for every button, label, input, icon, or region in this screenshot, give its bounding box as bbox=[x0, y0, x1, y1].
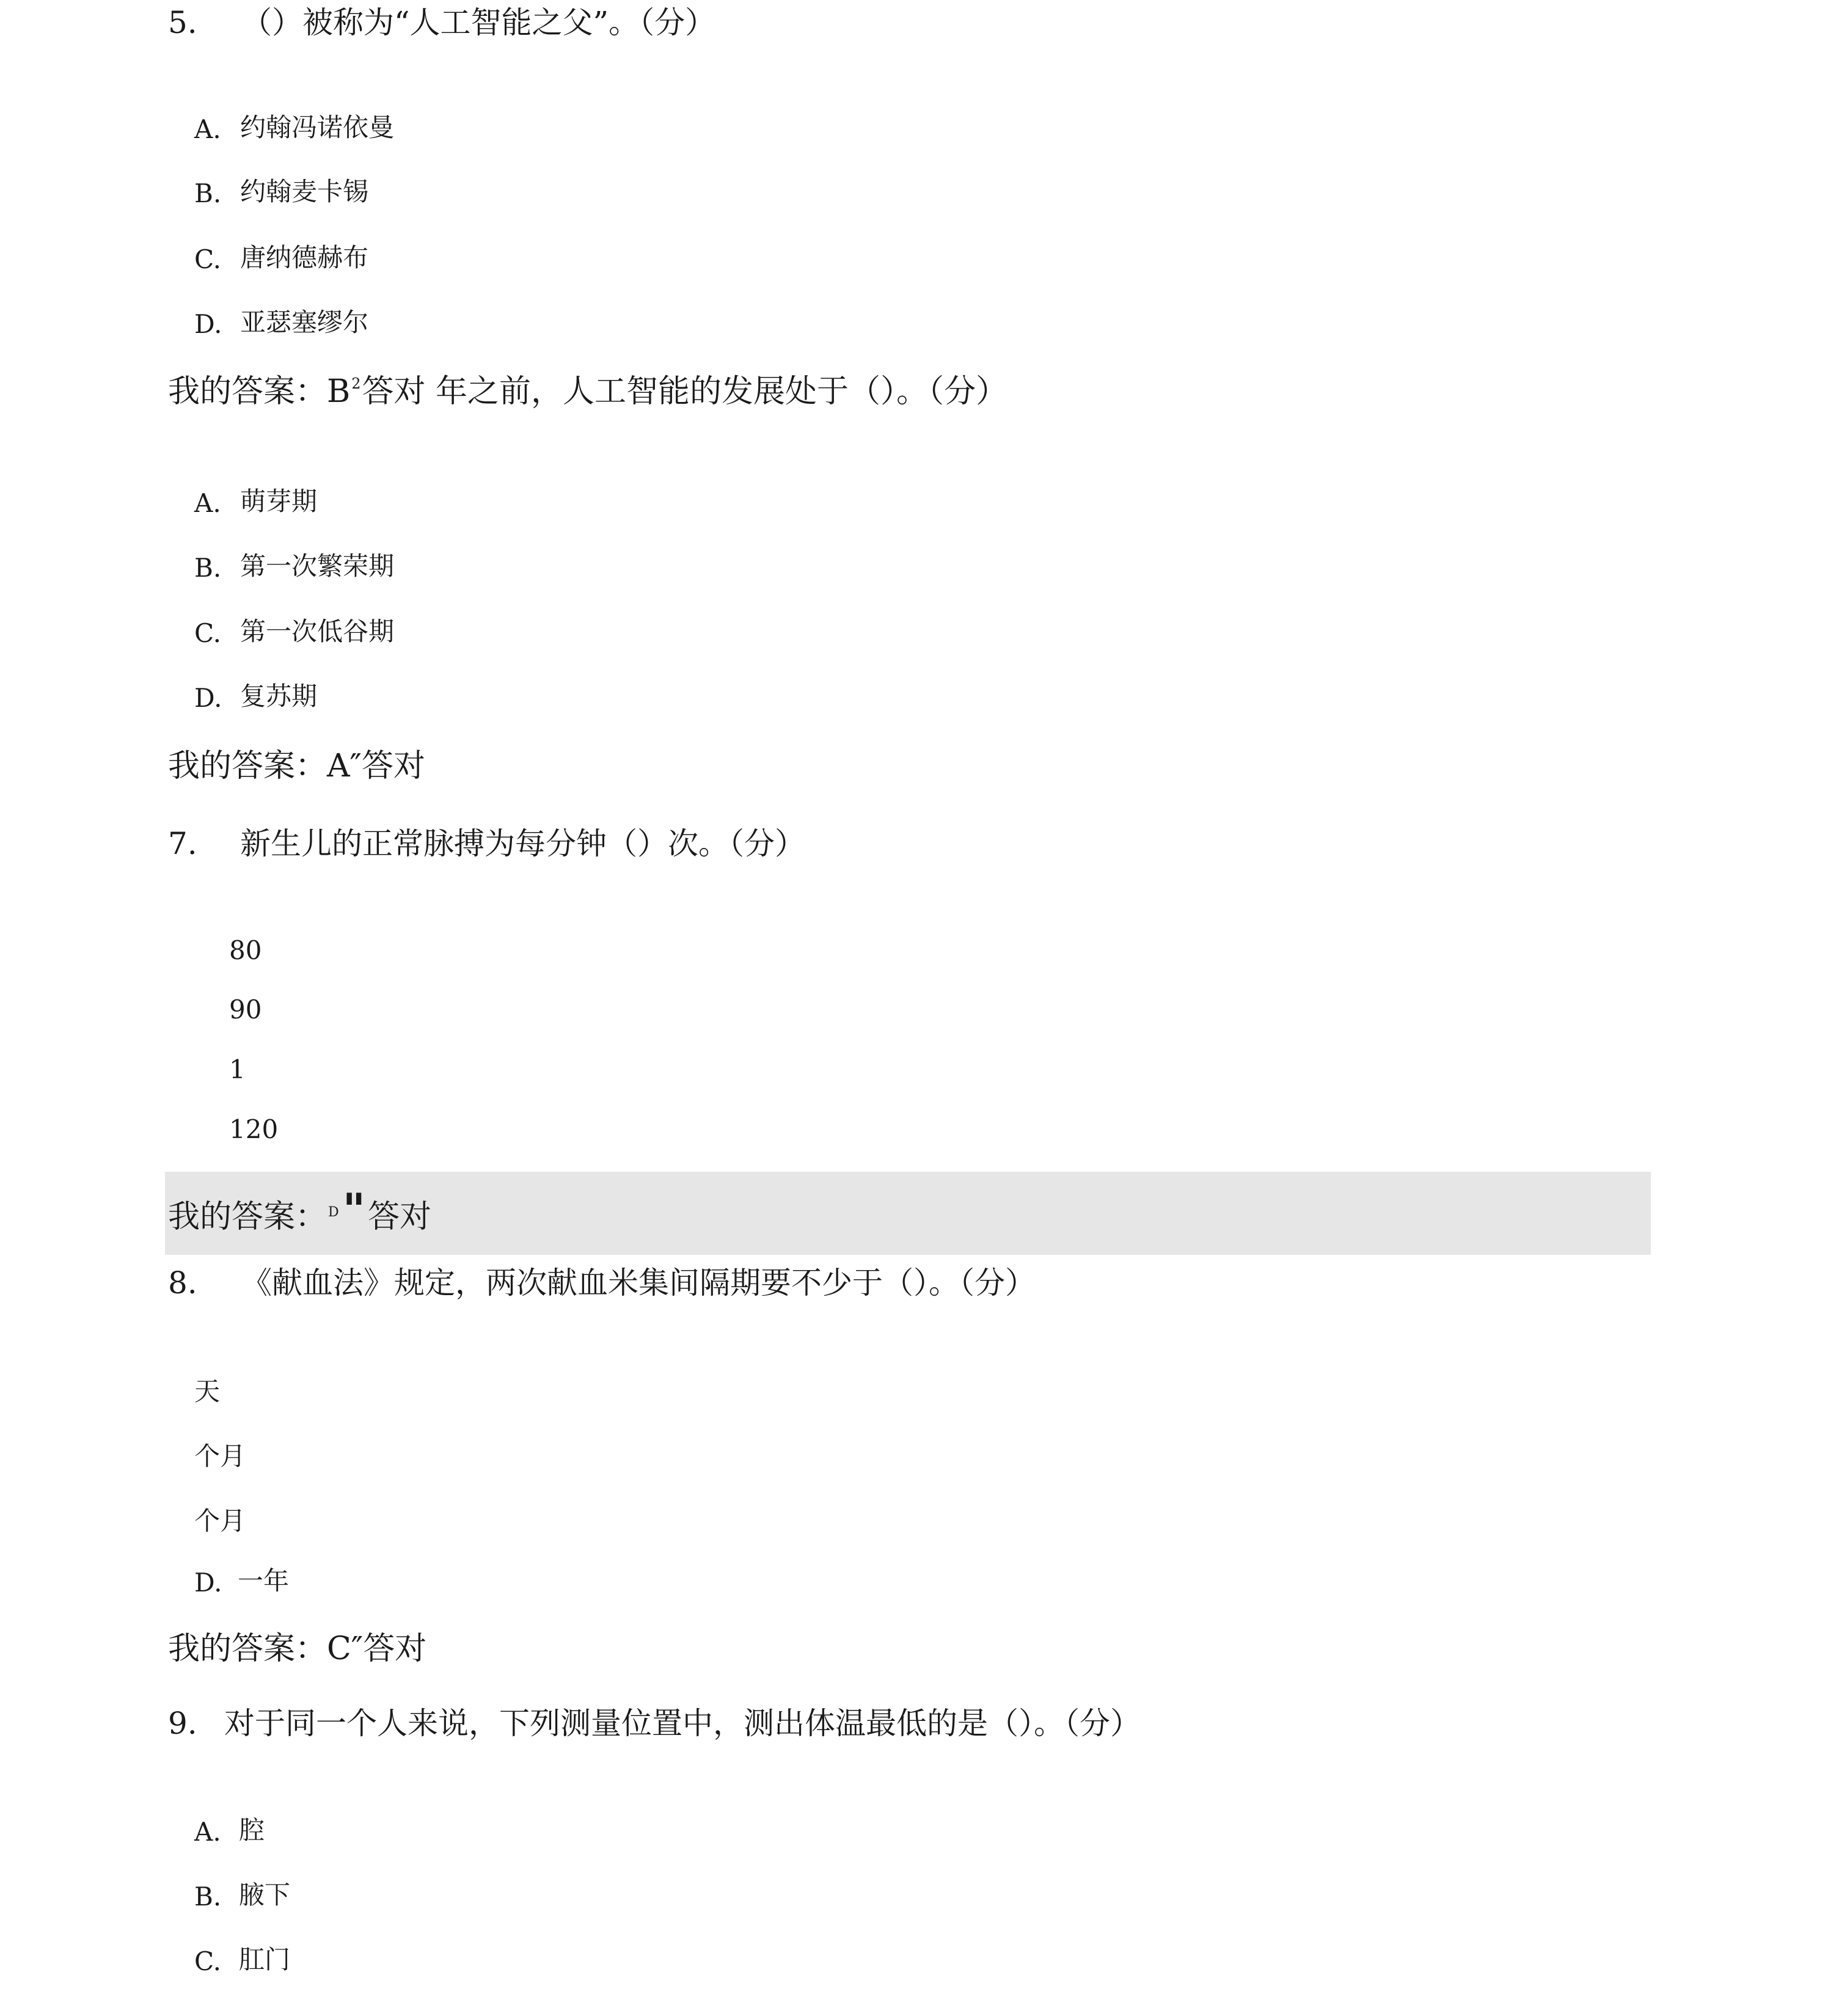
q5-answer-mark: 2 bbox=[351, 375, 361, 392]
q7-answer-mark: " bbox=[342, 1183, 366, 1235]
q6-question-text: 答对 年之前，人工智能的发展处于（）。（分） bbox=[362, 373, 1008, 410]
q9-option-a-text: 腔 bbox=[239, 1815, 265, 1845]
q7-option-4: 120 bbox=[229, 1114, 279, 1144]
q6-answer-line: 我的答案：A″答对 bbox=[168, 748, 425, 784]
question-7-number: 7. bbox=[168, 826, 197, 861]
q6-option-c-text: 第一次低谷期 bbox=[240, 616, 395, 646]
q7-answer-line bbox=[168, 1183, 432, 1235]
q8-answer-line: 我的答案：C″答对 bbox=[168, 1631, 427, 1667]
question-8-text: 《献血法》规定，两次献血米集间隔期要不少于（）。（分） bbox=[241, 1265, 1036, 1301]
q6-option-c-letter: C. bbox=[194, 618, 221, 648]
q9-option-c-text: 肛门 bbox=[239, 1945, 291, 1974]
q8-option-d-letter: D. bbox=[194, 1568, 222, 1598]
q6-option-b-text: 第一次繁荣期 bbox=[240, 551, 395, 581]
q5-option-b-text: 约翰麦卡锡 bbox=[240, 177, 369, 206]
q5-option-a-letter: A. bbox=[194, 114, 221, 144]
q8-option-c-text: 个月 bbox=[194, 1506, 246, 1536]
q6-option-a-letter: A. bbox=[194, 488, 221, 518]
q8-option-b-text: 个月 bbox=[194, 1441, 246, 1471]
q7-answer-prefix: 我的答案： bbox=[168, 1199, 327, 1235]
q7-answer-letter: D bbox=[328, 1205, 339, 1220]
q6-option-d-text: 复苏期 bbox=[240, 681, 318, 711]
q9-option-b-text: 腋下 bbox=[239, 1880, 291, 1910]
q6-option-b-letter: B. bbox=[194, 553, 222, 583]
q5-option-d-letter: D. bbox=[194, 309, 222, 339]
q5-option-a-text: 约翰冯诺依曼 bbox=[240, 112, 395, 142]
q5-option-c-text: 唐纳德赫布 bbox=[240, 243, 369, 272]
q9-option-c-letter: C. bbox=[194, 1946, 221, 1976]
q8-option-a-text: 天 bbox=[194, 1376, 221, 1406]
q7-option-2: 90 bbox=[229, 995, 262, 1024]
question-5-number: 5. bbox=[168, 5, 197, 40]
q7-option-3: 1 bbox=[229, 1054, 246, 1084]
q5-option-d-text: 亚瑟塞缪尔 bbox=[240, 307, 369, 337]
q5-answer-line bbox=[168, 373, 1008, 410]
q5-option-b-letter: B. bbox=[194, 178, 222, 208]
q6-option-a-text: 萌芽期 bbox=[240, 486, 318, 516]
question-8-number: 8. bbox=[168, 1265, 197, 1301]
q7-option-1: 80 bbox=[229, 935, 262, 965]
q7-answer-suffix: 答对 bbox=[368, 1199, 432, 1235]
q5-answer-prefix: 我的答案：B bbox=[168, 373, 351, 410]
q8-option-d-text: 一年 bbox=[238, 1566, 290, 1596]
question-5-text: （）被称为“人工智能之父”。（分） bbox=[241, 5, 716, 40]
question-9-text: 对于同一个人来说，下列测量位置中，测出体温最低的是（）。（分） bbox=[224, 1706, 1141, 1741]
q9-option-a-letter: A. bbox=[194, 1817, 221, 1847]
question-7-text: 新生儿的正常脉搏为每分钟（）次。（分） bbox=[240, 826, 805, 861]
question-9-number: 9. bbox=[168, 1706, 197, 1741]
q9-option-b-letter: B. bbox=[194, 1882, 222, 1912]
q6-option-d-letter: D. bbox=[194, 683, 222, 713]
q5-option-c-letter: C. bbox=[194, 244, 221, 274]
